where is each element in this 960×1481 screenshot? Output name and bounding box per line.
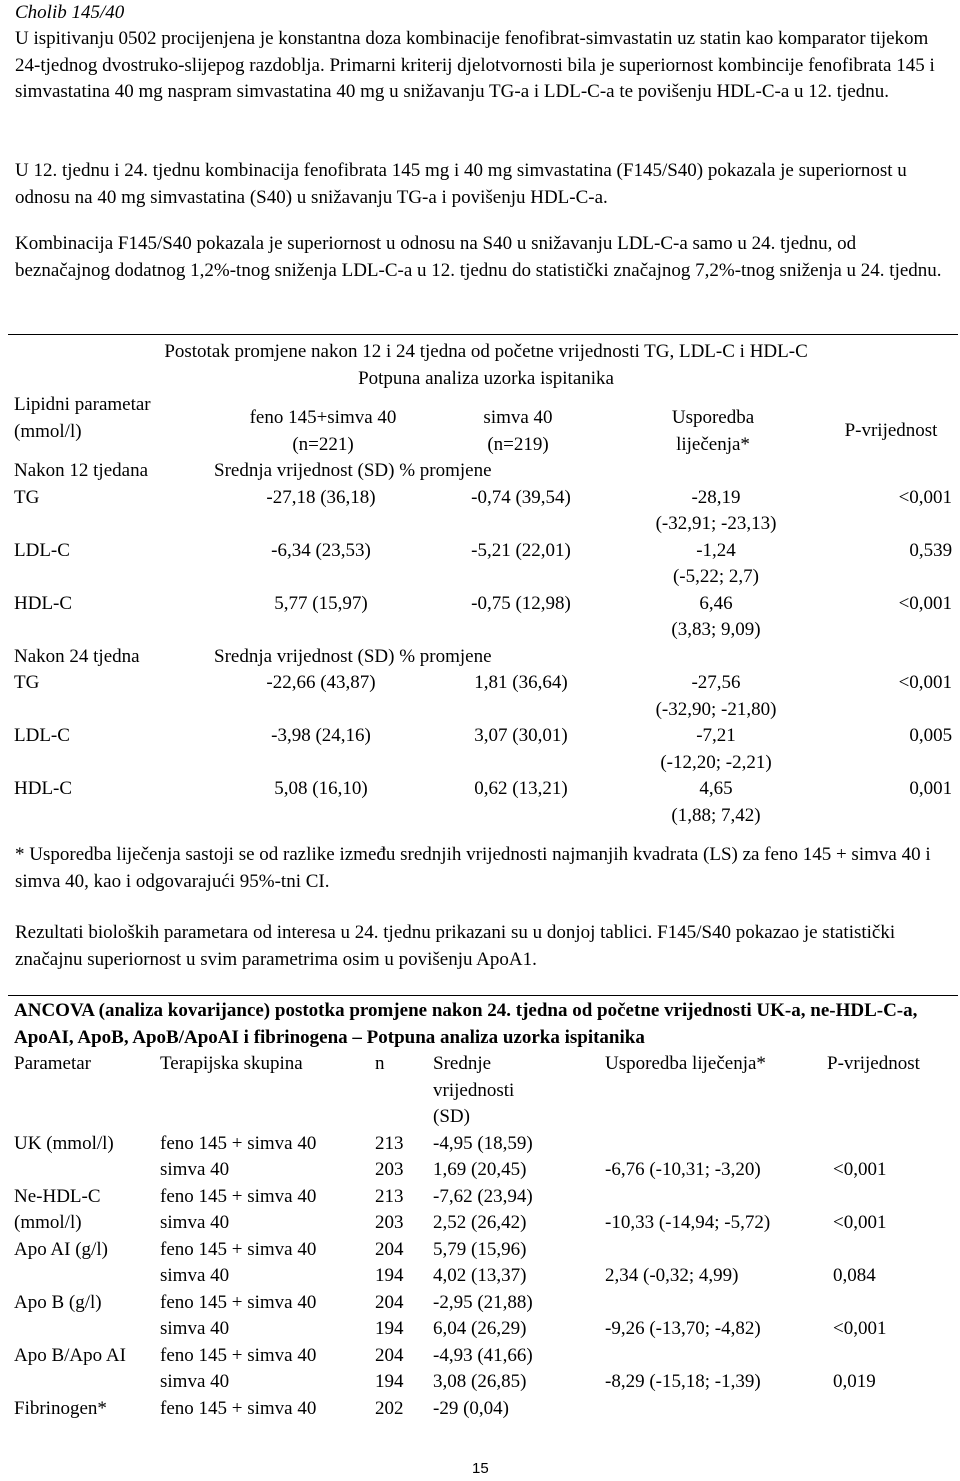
table-row xyxy=(8,670,958,723)
row-comparison: -27,56 (-32,90; -21,80) xyxy=(655,672,777,720)
row-feno: -22,66 (43,87) xyxy=(266,672,376,693)
row-simva: 0,62 (13,21) xyxy=(474,778,568,799)
row-pvalue: 0,019 xyxy=(833,1371,876,1392)
section-row-24 xyxy=(8,644,958,671)
table-row xyxy=(8,1396,958,1423)
table2-title: ANCOVA (analiza kovarijance) postotka promjene nakon 24. tjedna od početne vrijednosti UK-a, ne-HDL-C-a, ApoAI, ApoB, ApoB/ApoAI i fibrinogena – Potpuna analiza uzorka ispitanika xyxy=(14,1000,918,1048)
header-param: Parametar xyxy=(14,1053,92,1074)
row-n: 213 203 xyxy=(375,1185,404,1233)
table-row xyxy=(8,485,958,538)
row-pvalue: 0,001 xyxy=(909,778,953,799)
row-group: feno 145 + simva 40 simva 40 xyxy=(160,1132,317,1180)
row-comparison: -6,76 (-10,31; -3,20) xyxy=(605,1159,761,1180)
row-pvalue: <0,001 xyxy=(833,1159,887,1180)
row-pvalue: <0,001 xyxy=(833,1318,887,1339)
row-pvalue: <0,001 xyxy=(898,672,953,693)
ldl-paragraph: Kombinacija F145/S40 pokazala je superiornost u odnosu na S40 u snižavanju LDL-C-a samo u 24. tjednu, od beznačajnog dodatnog 1,2%-tnog sniženja LDL-C-a u 12. tjednu do statistički značajnog 7,2%-tnog sniženja u 24. tjednu. xyxy=(15,233,942,281)
row-pvalue: 0,084 xyxy=(833,1265,876,1286)
row-mean: -7,62 (23,94) 2,52 (26,42) xyxy=(433,1185,533,1233)
row-param: Fibrinogen* xyxy=(14,1397,107,1419)
table1-caption-line1: Postotak promjene nakon 12 i 24 tjedna od početne vrijednosti TG, LDL-C i HDL-C xyxy=(164,341,808,362)
row-param: TG xyxy=(14,672,40,693)
row-group: feno 145 + simva 40 simva 40 xyxy=(160,1344,317,1392)
biological-params-paragraph: Rezultati bioloških parametara od interesa u 24. tjednu prikazani su u donjoj tablici. F145/S40 pokazao je statistički značajnu superiornost u svim parametrima osim u povišenju ApoA1. xyxy=(15,922,896,970)
table-row xyxy=(8,538,958,591)
intro-paragraph: U ispitivanju 0502 procijenjena je konstantna doza kombinacije fenofibrat-simvastatin uz statin kao komparator tijekom 24-tjednog dvostruko-slijepog razdoblja. Primarni kriterij djelotvornosti bila je superiornost kombincije fenofibrata 145 i simvastatina 40 mg naspram simvastatina 40 mg u snižavanju TG-a i LDL-C-a te povišenju HDL-C-a u 12. tjednu. xyxy=(15,28,935,102)
table-row xyxy=(8,591,958,644)
row-comparison: 4,65 (1,88; 7,42) xyxy=(671,778,761,826)
row-param: Apo AI (g/l) xyxy=(14,1238,108,1260)
lipid-change-table xyxy=(8,334,958,829)
row-group: feno 145 + simva 40 xyxy=(160,1397,317,1419)
table-row xyxy=(8,1343,958,1396)
row-n: 202 xyxy=(375,1397,404,1419)
header-param: Lipidni parametar (mmol/l) xyxy=(14,394,151,442)
table-row xyxy=(8,776,958,829)
row-pvalue: 0,539 xyxy=(909,539,953,561)
table-row xyxy=(8,1237,958,1290)
table1-footnote: * Usporedba liječenja sastoji se od razlike između srednjih vrijednosti najmanjih kvadrata (LS) za feno 145 + simva 40 i simva 40, kao i odgovarajući 95%-tni CI. xyxy=(15,844,931,892)
table-row xyxy=(8,723,958,776)
row-simva: -0,74 (39,54) xyxy=(471,486,571,508)
header-comparison: Usporedba liječenja* xyxy=(671,407,755,455)
row-mean: -29 (0,04) xyxy=(433,1397,509,1419)
table1-caption-line2: Potpuna analiza uzorka ispitanika xyxy=(358,367,614,389)
row-param: Apo B (g/l) xyxy=(14,1291,102,1313)
row-pvalue: <0,001 xyxy=(833,1212,887,1233)
header-pvalue: P-vrijednost xyxy=(844,420,938,441)
row-pvalue: <0,001 xyxy=(898,486,953,508)
row-comparison: -1,24 (-5,22; 2,7) xyxy=(672,539,759,587)
header-feno: feno 145+simva 40 (n=221) xyxy=(249,407,397,455)
table1-header-row xyxy=(8,392,958,458)
ancova-table xyxy=(8,995,958,1422)
header-group: Terapijska skupina xyxy=(160,1053,303,1074)
section-heading: Cholib 145/40 xyxy=(15,2,125,23)
row-comparison: -7,21 (-12,20; -2,21) xyxy=(660,725,772,773)
row-param: HDL-C xyxy=(14,592,73,614)
header-pvalue: P-vrijednost xyxy=(827,1053,920,1074)
row-n: 204 194 xyxy=(375,1344,404,1392)
row-feno: -3,98 (24,16) xyxy=(271,725,371,746)
row-comparison: -8,29 (-15,18; -1,39) xyxy=(605,1371,761,1392)
row-simva: 3,07 (30,01) xyxy=(474,725,568,746)
table-row xyxy=(8,1184,958,1237)
section-row-12 xyxy=(8,458,958,485)
table1-caption xyxy=(8,335,958,393)
row-comparison: -28,19 (-32,91; -23,13) xyxy=(655,486,777,534)
section-desc: Srednja vrijednost (SD) % promjene xyxy=(214,460,492,481)
header-simva: simva 40 (n=219) xyxy=(483,407,553,455)
row-param: TG xyxy=(14,486,40,508)
row-mean: -4,93 (41,66) 3,08 (26,85) xyxy=(433,1344,533,1392)
row-n: 204 194 xyxy=(375,1291,404,1339)
row-comparison: 6,46 (3,83; 9,09) xyxy=(671,592,761,640)
row-simva: -5,21 (22,01) xyxy=(471,539,571,561)
row-feno: 5,08 (16,10) xyxy=(274,778,368,799)
header-n: n xyxy=(375,1053,385,1074)
row-comparison: 2,34 (-0,32; 4,99) xyxy=(605,1265,739,1286)
row-comparison: -9,26 (-13,70; -4,82) xyxy=(605,1318,761,1339)
section-desc: Srednja vrijednost (SD) % promjene xyxy=(214,645,492,667)
row-mean: -4,95 (18,59) 1,69 (20,45) xyxy=(433,1132,533,1180)
row-simva: -0,75 (12,98) xyxy=(471,592,571,614)
table-row xyxy=(8,1290,958,1343)
row-pvalue: 0,005 xyxy=(909,725,953,746)
page-number: 15 xyxy=(472,1460,489,1477)
table2-header-row xyxy=(8,1051,958,1131)
row-comparison: -10,33 (-14,94; -5,72) xyxy=(605,1212,771,1233)
row-param: Apo B/Apo AI xyxy=(14,1344,126,1366)
row-feno: -6,34 (23,53) xyxy=(271,539,371,561)
row-mean: 5,79 (15,96) 4,02 (13,37) xyxy=(433,1238,527,1286)
section-label: Nakon 24 tjedna xyxy=(14,645,140,667)
row-mean: -2,95 (21,88) 6,04 (26,29) xyxy=(433,1291,533,1339)
row-feno: 5,77 (15,97) xyxy=(274,592,368,614)
section-label: Nakon 12 tjedana xyxy=(14,460,149,481)
table-row xyxy=(8,1131,958,1184)
row-param: Ne-HDL-C (mmol/l) xyxy=(14,1185,101,1233)
row-n: 204 194 xyxy=(375,1238,404,1286)
row-group: feno 145 + simva 40 simva 40 xyxy=(160,1185,317,1233)
row-param: UK (mmol/l) xyxy=(14,1132,114,1154)
row-simva: 1,81 (36,64) xyxy=(474,672,568,693)
row-param: LDL-C xyxy=(14,539,70,561)
row-group: feno 145 + simva 40 simva 40 xyxy=(160,1238,317,1286)
row-param: LDL-C xyxy=(14,725,70,746)
row-param: HDL-C xyxy=(14,778,73,799)
header-comparison: Usporedba liječenja* xyxy=(605,1053,766,1074)
row-n: 213 203 xyxy=(375,1132,404,1180)
results-paragraph: U 12. tjednu i 24. tjednu kombinacija fenofibrata 145 mg i 40 mg simvastatina (F145/S40) pokazala je superiornost u odnosu na 40 mg simvastatina (S40) u snižavanju TG-a i povišenju HDL-C-a. xyxy=(15,160,907,208)
row-feno: -27,18 (36,18) xyxy=(266,486,376,508)
header-mean: Srednje vrijednosti (SD) xyxy=(433,1053,515,1127)
row-group: feno 145 + simva 40 simva 40 xyxy=(160,1291,317,1339)
row-pvalue: <0,001 xyxy=(898,592,953,614)
